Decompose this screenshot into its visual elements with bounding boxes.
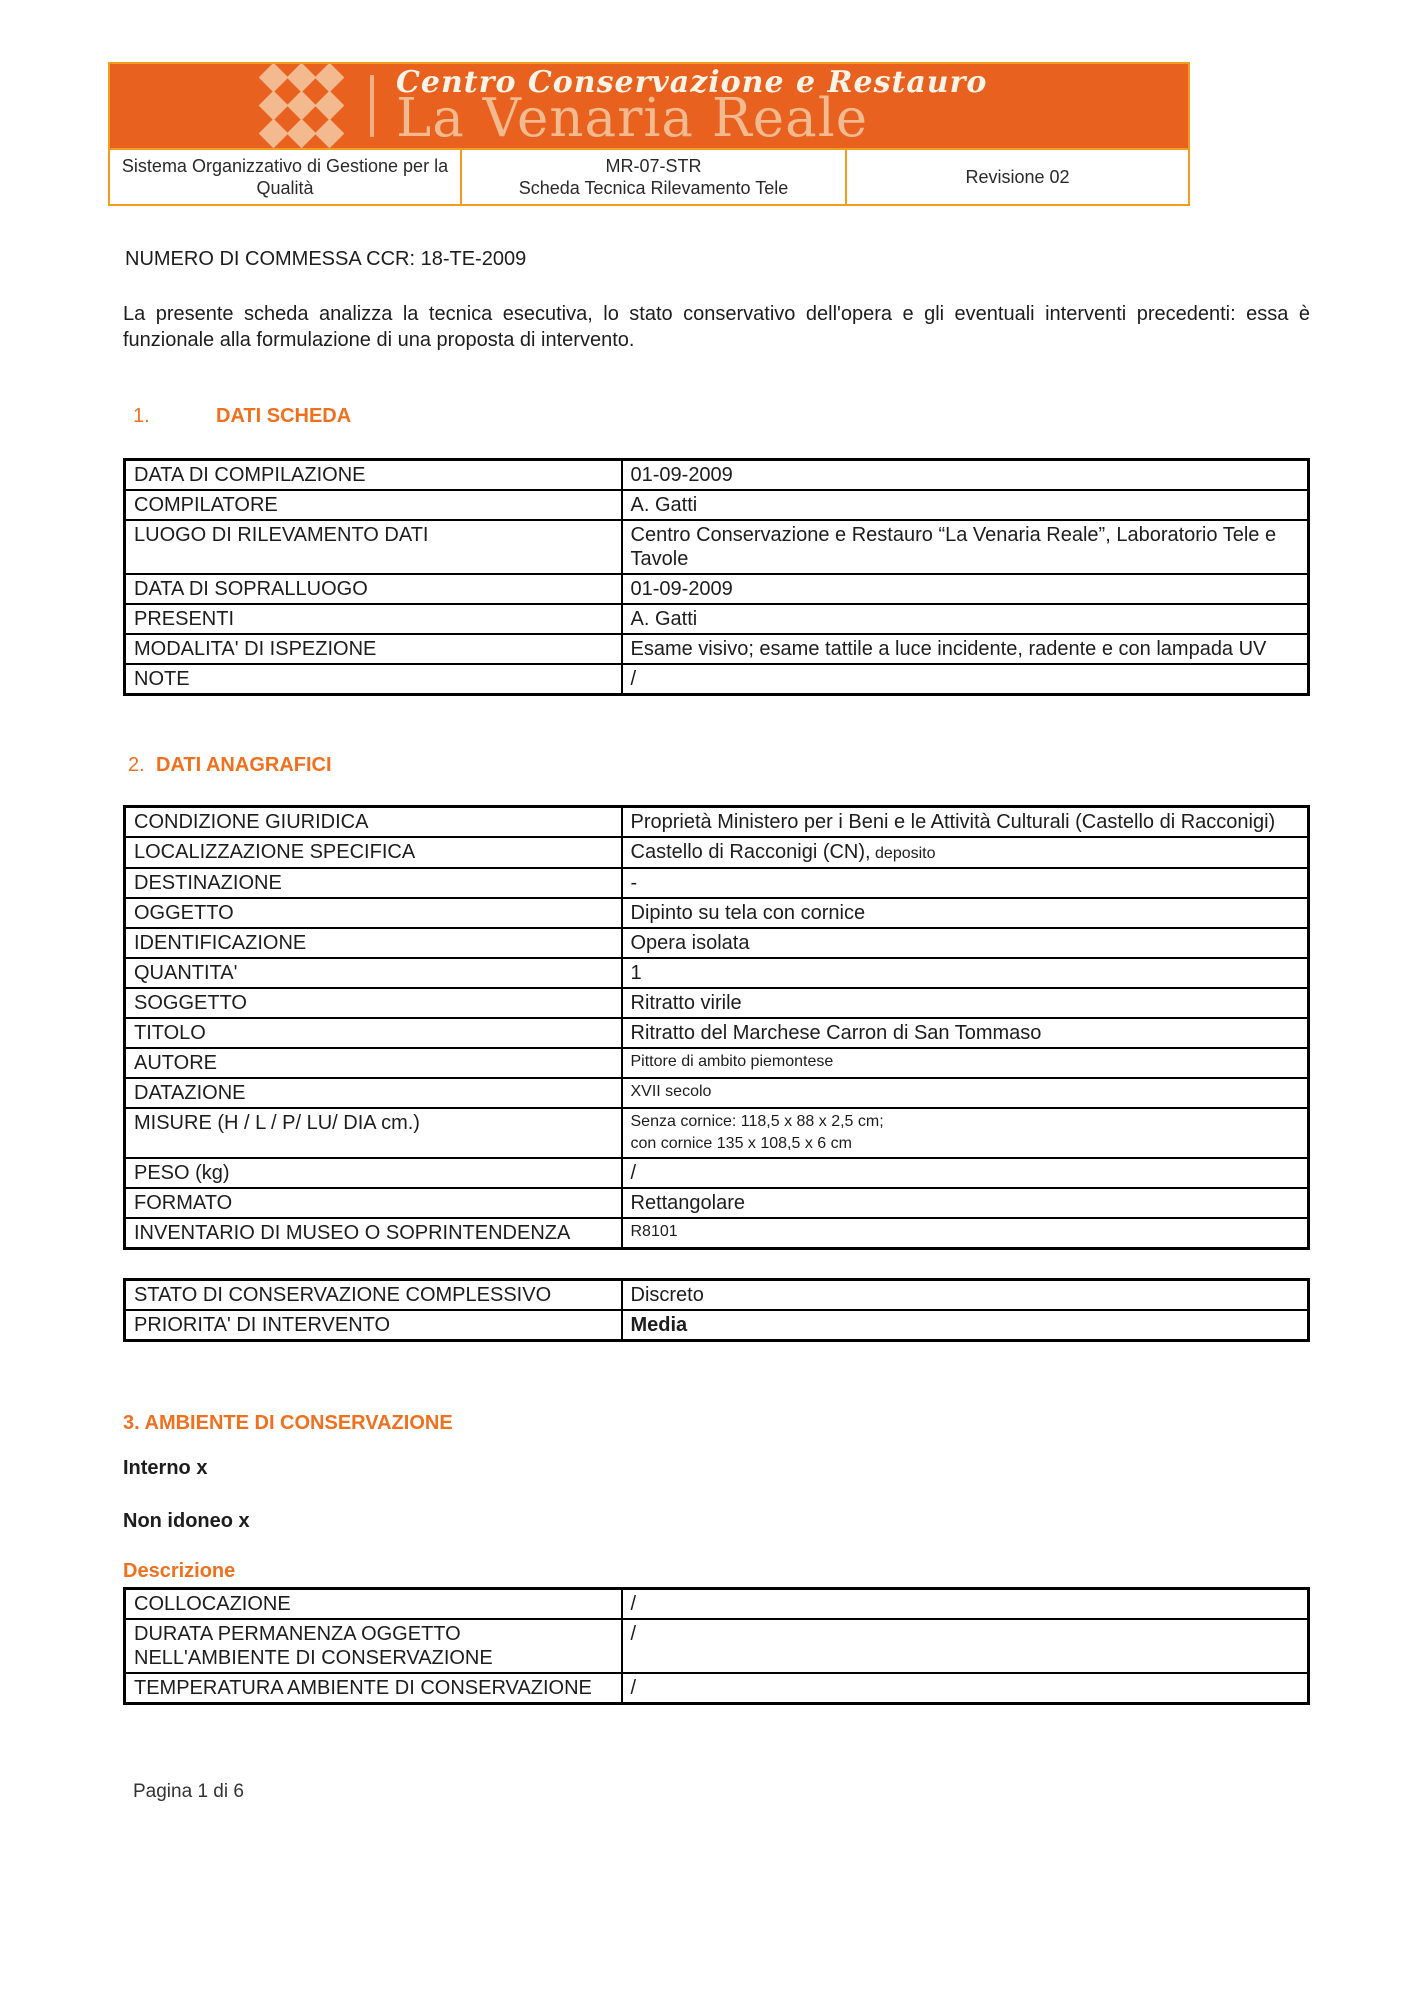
table-row [125, 1218, 1309, 1249]
table-row [125, 1188, 1309, 1218]
section-title: DATI SCHEDA [216, 405, 352, 427]
table-row [125, 664, 1309, 695]
field-value: A. Gatti [622, 490, 1309, 520]
field-value: Pittore di ambito piemontese [622, 1048, 1309, 1078]
field-value: Castello di Racconigi (CN), deposito [622, 837, 1309, 868]
field-value: / [622, 1673, 1309, 1704]
section-heading-dati-anagrafici [128, 754, 1310, 777]
field-label: NOTE [125, 664, 622, 695]
field-label: QUANTITA' [125, 958, 622, 988]
section-heading-ambiente: 3. AMBIENTE DI CONSERVAZIONE [123, 1412, 453, 1434]
field-label: OGGETTO [125, 898, 622, 928]
field-label: COLLOCAZIONE [125, 1589, 622, 1620]
field-label: LUOGO DI RILEVAMENTO DATI [125, 520, 622, 574]
table-row [125, 1673, 1309, 1704]
diamond-icon [287, 64, 317, 92]
brand-name-top: Centro Conservazione e Restauro [396, 65, 988, 101]
field-value: Discreto [622, 1280, 1309, 1311]
brand-banner [110, 64, 1188, 148]
field-value: / [622, 1619, 1309, 1673]
field-value-note: deposito [870, 845, 936, 862]
table-row [125, 1108, 1309, 1158]
diamond-icon [259, 64, 289, 92]
field-value: 1 [622, 958, 1309, 988]
field-label: DATA DI COMPILAZIONE [125, 460, 622, 491]
table-row [125, 807, 1309, 838]
field-value: 01-09-2009 [622, 460, 1309, 491]
field-value: Media [622, 1310, 1309, 1341]
section-heading-dati-scheda [133, 405, 1310, 428]
diamond-icon [287, 91, 317, 121]
document-title: Scheda Tecnica Rilevamento Tele [518, 178, 789, 198]
table-dati-anagrafici [123, 805, 1310, 1250]
table-row [125, 1280, 1309, 1311]
field-value: Senza cornice: 118,5 x 88 x 2,5 cm; con cornice 135 x 108,5 x 6 cm [622, 1108, 1309, 1158]
table-row [125, 868, 1309, 898]
field-value: 01-09-2009 [622, 574, 1309, 604]
field-label: MISURE (H / L / P/ LU/ DIA cm.) [125, 1108, 622, 1158]
table-dati-scheda [123, 458, 1310, 696]
field-label: STATO DI CONSERVAZIONE COMPLESSIVO [125, 1280, 622, 1311]
descrizione-label: Descrizione [123, 1560, 236, 1582]
table-row [125, 898, 1309, 928]
field-value: Dipinto su tela con cornice [622, 898, 1309, 928]
diamond-icon [315, 64, 345, 92]
field-label: AUTORE [125, 1048, 622, 1078]
header-cell-quality-system [110, 148, 462, 204]
field-label: DATA DI SOPRALLUOGO [125, 574, 622, 604]
diamond-icon [315, 119, 345, 148]
header-cell-document-code [462, 148, 847, 204]
field-value: Opera isolata [622, 928, 1309, 958]
field-label: PESO (kg) [125, 1158, 622, 1188]
table-ambiente [123, 1587, 1310, 1705]
table-row [125, 1048, 1309, 1078]
logo-separator [370, 75, 374, 137]
table-row [125, 988, 1309, 1018]
table-row [125, 574, 1309, 604]
table-row [125, 1589, 1309, 1620]
field-value: / [622, 1589, 1309, 1620]
document-header [108, 62, 1190, 206]
field-label: DURATA PERMANENZA OGGETTO NELL'AMBIENTE DI CONSERVAZIONE [125, 1619, 622, 1673]
field-value: Ritratto del Marchese Carron di San Tommaso [622, 1018, 1309, 1048]
field-label: LOCALIZZAZIONE SPECIFICA [125, 837, 622, 868]
brand-name-bottom: La Venaria Reale [396, 88, 869, 148]
diamond-logo-icon [258, 64, 346, 148]
table-row [125, 1310, 1309, 1341]
field-label: CONDIZIONE GIURIDICA [125, 807, 622, 838]
table-row [125, 958, 1309, 988]
table-row [125, 604, 1309, 634]
field-value: A. Gatti [622, 604, 1309, 634]
field-value: Esame visivo; esame tattile a luce incidente, radente e con lampada UV [622, 634, 1309, 664]
table-row [125, 1158, 1309, 1188]
diamond-icon [259, 119, 289, 148]
table-row [125, 1018, 1309, 1048]
field-value: R8101 [622, 1218, 1309, 1249]
document-code: MR-07-STR [605, 156, 702, 176]
section-number: 2. [128, 754, 145, 776]
table-row [125, 837, 1309, 868]
field-value: / [622, 664, 1309, 695]
field-label: TEMPERATURA AMBIENTE DI CONSERVAZIONE [125, 1673, 622, 1704]
field-label: INVENTARIO DI MUSEO O SOPRINTENDENZA [125, 1218, 622, 1249]
field-label: COMPILATORE [125, 490, 622, 520]
field-label: TITOLO [125, 1018, 622, 1048]
field-value: Proprietà Ministero per i Beni e le Attività Culturali (Castello di Racconigi) [622, 807, 1309, 838]
document-body [123, 200, 1310, 1803]
field-value: Rettangolare [622, 1188, 1309, 1218]
table-stato-conservazione [123, 1278, 1310, 1342]
diamond-icon [315, 91, 345, 121]
commessa-number: NUMERO DI COMMESSA CCR: 18-TE-2009 [125, 248, 527, 270]
section-number: 1. [133, 405, 150, 427]
field-label: PRESENTI [125, 604, 622, 634]
intro-paragraph: La presente scheda analizza la tecnica esecutiva, lo stato conservativo dell'opera e gli eventuali interventi precedenti: essa è funzionale alla formulazione di una proposta di intervento. [123, 303, 1310, 351]
table-row [125, 634, 1309, 664]
header-cell-revision [847, 148, 1188, 204]
table-row [125, 928, 1309, 958]
table-row [125, 520, 1309, 574]
field-label: DATAZIONE [125, 1078, 622, 1108]
interno-line: Interno x [123, 1457, 208, 1479]
table-row [125, 460, 1309, 491]
field-label: FORMATO [125, 1188, 622, 1218]
page-number: Pagina 1 di 6 [133, 1781, 244, 1802]
table-row [125, 1078, 1309, 1108]
field-value: XVII secolo [622, 1078, 1309, 1108]
field-value: Ritratto virile [622, 988, 1309, 1018]
table-row [125, 490, 1309, 520]
section-title: DATI ANAGRAFICI [156, 754, 332, 776]
field-label: PRIORITA' DI INTERVENTO [125, 1310, 622, 1341]
header-info-row [110, 148, 1188, 204]
diamond-icon [287, 119, 317, 148]
brand-text [396, 65, 988, 148]
non-idoneo-line: Non idoneo x [123, 1510, 250, 1532]
revision-label: Revisione 02 [965, 167, 1070, 187]
field-value: - [622, 868, 1309, 898]
field-value: / [622, 1158, 1309, 1188]
header-cell-quality-system-text: Sistema Organizzativo di Gestione per la Qualità [121, 156, 449, 198]
field-value: Centro Conservazione e Restauro “La Venaria Reale”, Laboratorio Tele e Tavole [622, 520, 1309, 574]
field-label: SOGGETTO [125, 988, 622, 1018]
field-label: DESTINAZIONE [125, 868, 622, 898]
table-row [125, 1619, 1309, 1673]
diamond-icon [259, 91, 289, 121]
field-label: MODALITA' DI ISPEZIONE [125, 634, 622, 664]
field-label: IDENTIFICAZIONE [125, 928, 622, 958]
